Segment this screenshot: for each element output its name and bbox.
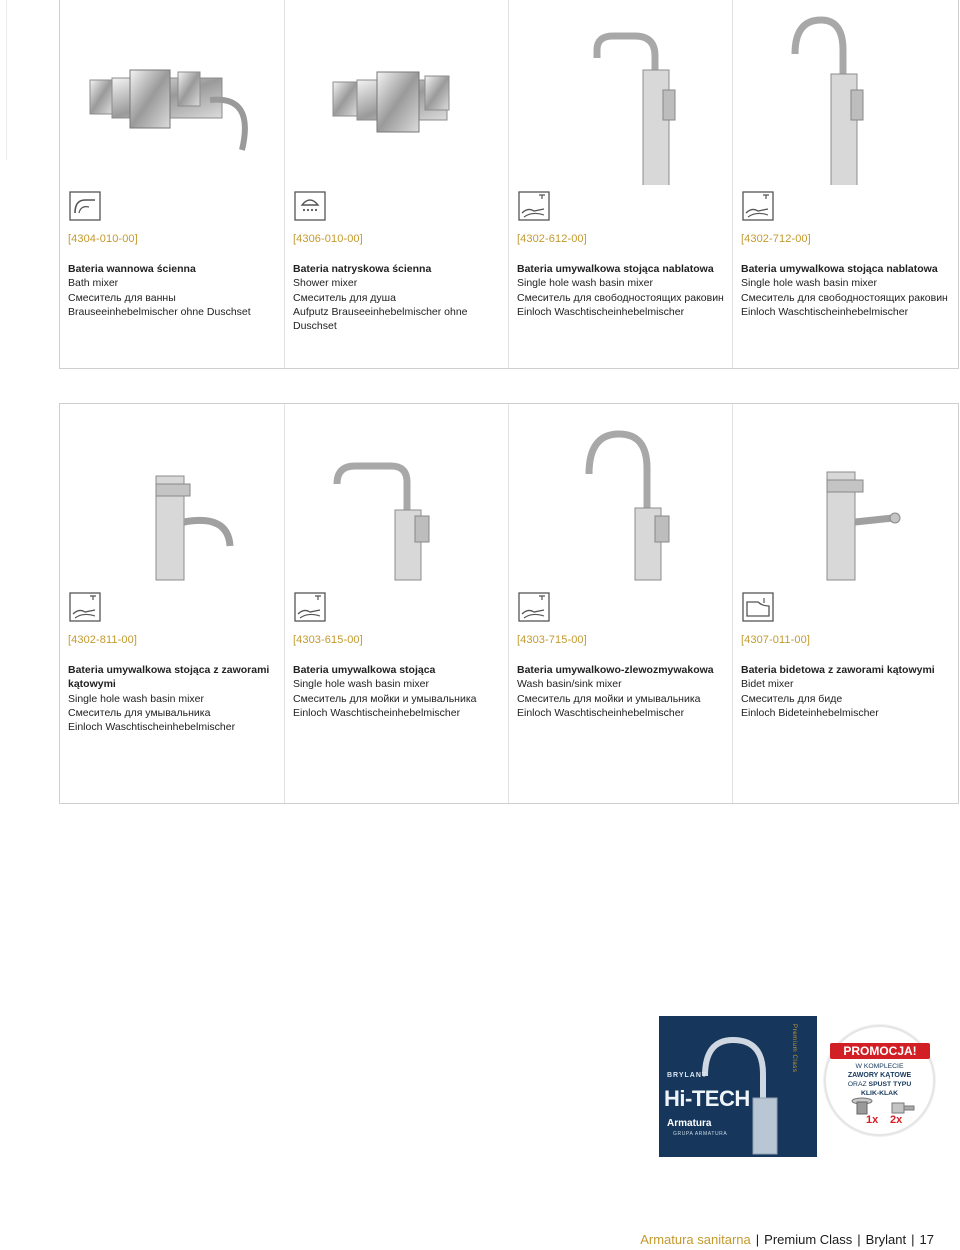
product-grid-top	[59, 0, 959, 369]
product-code: [4302-811-00]	[68, 634, 137, 646]
product-name-en: Shower mixer	[293, 277, 358, 290]
product-card-4302-811	[60, 404, 284, 803]
product-code: [4306-010-00]	[293, 233, 363, 245]
footer-separator: |	[755, 1232, 760, 1247]
product-description	[293, 663, 505, 720]
product-card-4303-715	[508, 404, 733, 803]
product-name-de: Aufputz Brauseeinhebelmischer ohne Duschset	[293, 305, 468, 333]
footer-section: Armatura sanitarna	[640, 1232, 751, 1247]
hand-wash-icon	[69, 592, 101, 622]
bathtub-icon	[69, 191, 101, 221]
product-description	[517, 663, 729, 720]
promo-hitech-box	[659, 1016, 817, 1157]
product-name-de: Brauseeinhebelmischer ohne Duschset	[68, 305, 251, 318]
product-name-en: Single hole wash basin mixer	[517, 277, 653, 290]
product-name-ru: Смеситель для душа	[293, 291, 396, 304]
product-photo-basin-mixer-swivel	[285, 404, 509, 587]
product-name-pl: Bateria umywalkowa stojąca nablatowa	[517, 263, 714, 275]
product-code: [4302-712-00]	[741, 233, 811, 245]
footer-class: Premium Class	[764, 1232, 853, 1247]
hand-wash-icon	[742, 191, 774, 221]
product-description	[68, 262, 280, 319]
promo-badge-line3b: SPUST TYPU	[868, 1081, 912, 1088]
product-card-4303-615	[284, 404, 509, 803]
product-code: [4303-715-00]	[517, 634, 587, 646]
promo-badge-title: PROMOCJA!	[830, 1043, 930, 1059]
promo-quantity-1: 1x	[866, 1114, 879, 1126]
promo-badge-line1: W KOMPLECIE	[855, 1063, 904, 1070]
product-name-ru: Смеситель для ванны	[68, 291, 176, 304]
product-name-ru: Смеситель для мойки и умывальника	[293, 692, 477, 705]
promo-badge-line2: ZAWORY KĄTOWE	[847, 1072, 912, 1079]
product-description	[293, 262, 505, 333]
product-grid-bottom	[59, 403, 959, 804]
promo-group: GRUPA ARMATURA	[673, 1131, 728, 1137]
product-name-ru: Смеситель для свободностоящих раковин	[741, 291, 948, 304]
product-code: [4307-011-00]	[741, 634, 810, 646]
product-name-ru: Смеситель для умывальника	[68, 706, 211, 719]
page-edge-mark	[0, 0, 7, 160]
product-name-en: Bidet mixer	[741, 678, 794, 691]
product-description	[741, 262, 953, 319]
promo-quantity-2: 2x	[890, 1114, 903, 1126]
bidet-icon	[742, 592, 774, 622]
product-name-de: Einloch Waschtischeinhebelmischer	[517, 305, 685, 318]
product-name-de: Einloch Waschtischeinhebelmischer	[68, 721, 236, 734]
footer-separator: |	[857, 1232, 861, 1247]
product-card-4307-011	[732, 404, 957, 803]
promo-banner	[659, 1016, 935, 1157]
product-photo-shower-mixer	[285, 0, 509, 185]
footer-separator: |	[911, 1232, 915, 1247]
product-name-de: Einloch Bideteinhebelmischer	[741, 706, 879, 719]
product-photo-basin-mixer-short	[60, 404, 284, 587]
product-description	[517, 262, 729, 319]
product-photo-tall-basin-mixer	[509, 0, 733, 185]
product-name-en: Wash basin/sink mixer	[517, 678, 622, 691]
hand-wash-icon	[294, 592, 326, 622]
product-name-de: Einloch Waschtischeinhebelmischer	[517, 706, 685, 719]
promo-badge-line3	[826, 1081, 933, 1088]
product-name-de: Einloch Waschtischeinhebelmischer	[293, 706, 461, 719]
product-name-ru: Смеситель для свободностоящих раковин	[517, 291, 724, 304]
product-name-pl: Bateria wannowa ścienna	[68, 263, 196, 275]
hand-wash-icon	[518, 592, 550, 622]
product-name-pl: Bateria umywalkowa stojąca nablatowa	[741, 263, 938, 275]
product-description	[68, 663, 280, 734]
product-name-en: Single hole wash basin mixer	[68, 692, 204, 705]
product-name-pl: Bateria umywalkowo-zlewozmywakowa	[517, 664, 714, 676]
page-number: 17	[919, 1232, 934, 1247]
page-footer	[640, 1232, 934, 1247]
product-code: [4302-612-00]	[517, 233, 587, 245]
product-name-ru: Смеситель для мойки и умывальника	[517, 692, 701, 705]
promo-product-title: Hi-TECH	[664, 1086, 750, 1111]
product-description	[741, 663, 953, 720]
product-name-ru: Смеситель для биде	[741, 692, 843, 705]
promo-side-text: Premium Class	[791, 1024, 797, 1073]
armatura-logo: Armatura	[667, 1118, 712, 1129]
product-photo-tall-basin-mixer-arc	[733, 0, 957, 185]
product-card-4302-612	[508, 0, 733, 368]
product-name-en: Bath mixer	[68, 277, 119, 290]
product-name-pl: Bateria bidetowa z zaworami kątowymi	[741, 664, 935, 676]
product-name-pl: Bateria umywalkowa stojąca	[293, 664, 436, 676]
product-photo-sink-mixer	[509, 404, 733, 587]
product-photo-bidet-mixer	[733, 404, 957, 587]
promo-badge-line3a: ORAZ	[847, 1081, 869, 1088]
product-code: [4304-010-00]	[68, 233, 138, 245]
hand-wash-icon	[518, 191, 550, 221]
shower-icon	[294, 191, 326, 221]
promo-badge	[824, 1025, 935, 1136]
product-name-en: Single hole wash basin mixer	[741, 277, 877, 290]
footer-line: Brylant	[865, 1232, 907, 1247]
product-name-en: Single hole wash basin mixer	[293, 678, 429, 691]
product-card-4304	[60, 0, 284, 368]
product-photo-bath-mixer	[60, 0, 284, 185]
product-name-pl: Bateria umywalkowa stojąca z zaworami kątowymi	[68, 664, 270, 691]
promo-parts-image	[834, 1095, 926, 1121]
product-card-4306	[284, 0, 509, 368]
product-name-de: Einloch Waschtischeinhebelmischer	[741, 305, 909, 318]
product-code: [4303-615-00]	[293, 634, 363, 646]
promo-badge-line4: KLIK-KLAK	[861, 1090, 898, 1097]
product-card-4302-712	[732, 0, 957, 368]
product-name-pl: Bateria natryskowa ścienna	[293, 263, 432, 275]
promo-brand: BRYLANT	[667, 1072, 708, 1079]
